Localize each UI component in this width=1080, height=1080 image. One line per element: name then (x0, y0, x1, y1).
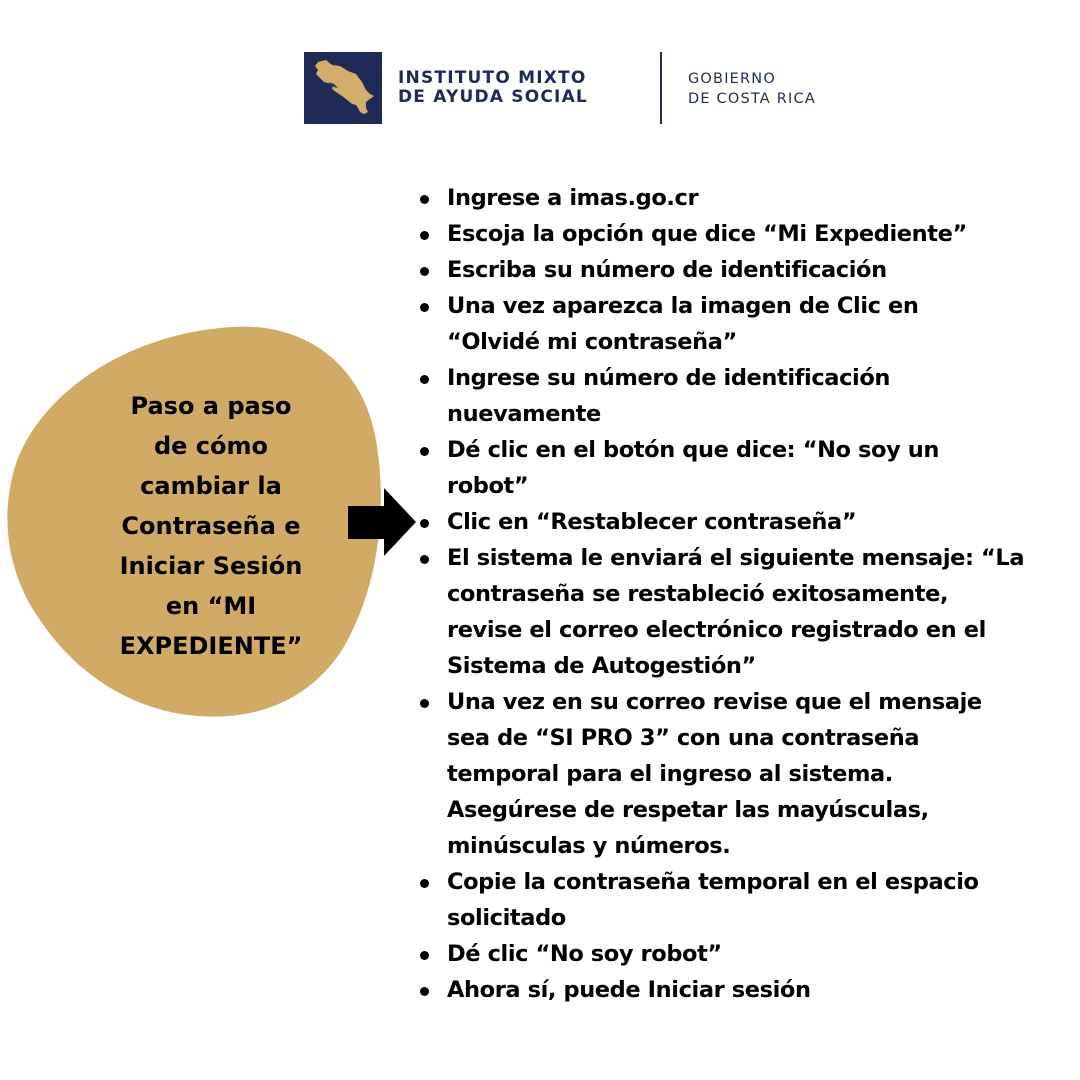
intro-title (96, 386, 326, 666)
step-text: solicitado (447, 905, 566, 931)
step-text: temporal para el ingreso al sistema. (447, 761, 893, 787)
gov-name-line-2: DE COSTA RICA (688, 91, 816, 107)
bullet-icon (420, 987, 429, 996)
bullet-icon (420, 267, 429, 276)
step-text: Una vez aparezca la imagen de Clic en (447, 293, 919, 319)
bullet-icon (420, 447, 429, 456)
step-text: robot” (447, 473, 529, 499)
step-item (418, 684, 1058, 864)
step-text: Ahora sí, puede Iniciar sesión (447, 977, 811, 1003)
step-item (418, 504, 1058, 540)
step-item (418, 216, 1058, 252)
step-item (418, 936, 1058, 972)
step-text: “Olvidé mi contraseña” (447, 329, 737, 355)
step-item (418, 180, 1058, 216)
org-name-line-1: INSTITUTO MIXTO (398, 68, 587, 88)
bullet-icon (420, 195, 429, 204)
costa-rica-map-icon (304, 52, 382, 124)
bullet-icon (420, 375, 429, 384)
step-item (418, 252, 1058, 288)
bullet-icon (420, 879, 429, 888)
intro-title-line: cambiar la (140, 472, 282, 500)
header-logo-bar (304, 52, 874, 124)
bullet-icon (420, 519, 429, 528)
step-text: Clic en “Restablecer contraseña” (447, 509, 857, 535)
step-text: minúsculas y números. (447, 833, 731, 859)
step-text: Copie la contraseña temporal en el espacio (447, 869, 979, 895)
bullet-icon (420, 231, 429, 240)
step-text: contraseña se restableció exitosamente, (447, 581, 949, 607)
bullet-icon (420, 951, 429, 960)
intro-title-line: Contraseña e (121, 512, 301, 540)
step-text: Una vez en su correo revise que el mensaje (447, 689, 982, 715)
intro-title-line: Iniciar Sesión (119, 552, 303, 580)
intro-title-line: en “MI (165, 592, 257, 620)
step-text: sea de “SI PRO 3” con una contraseña (447, 725, 920, 751)
step-item (418, 540, 1058, 684)
step-text: Ingrese a imas.go.cr (447, 185, 699, 211)
step-item (418, 288, 1058, 360)
step-item (418, 432, 1058, 504)
step-item (418, 972, 1058, 1008)
step-text: revise el correo electrónico registrado en el (447, 617, 986, 643)
step-text: Dé clic “No soy robot” (447, 941, 722, 967)
step-text: nuevamente (447, 401, 601, 427)
bullet-icon (420, 555, 429, 564)
arrow-right-icon (346, 486, 418, 558)
step-text: Asegúrese de respetar las mayúsculas, (447, 797, 929, 823)
step-item (418, 360, 1058, 432)
step-text: Dé clic en el botón que dice: “No soy un (447, 437, 940, 463)
step-text: Escoja la opción que dice “Mi Expediente” (447, 221, 967, 247)
org-name (398, 69, 588, 107)
header-divider (660, 52, 662, 124)
step-text: Escriba su número de identificación (447, 257, 887, 283)
step-text: El sistema le enviará el siguiente mensaje: “La (447, 545, 1025, 571)
step-item (418, 864, 1058, 936)
bullet-icon (420, 699, 429, 708)
steps-list (418, 180, 1058, 1008)
imas-logo (304, 52, 382, 124)
gov-name-line-1: GOBIERNO (688, 71, 776, 87)
government-name (688, 69, 816, 109)
step-text: Ingrese su número de identificación (447, 365, 891, 391)
step-text: Sistema de Autogestión” (447, 653, 756, 679)
intro-title-line: EXPEDIENTE” (119, 632, 303, 660)
bullet-icon (420, 303, 429, 312)
org-name-line-2: DE AYUDA SOCIAL (398, 87, 588, 107)
intro-title-line: de cómo (153, 432, 269, 460)
intro-title-line: Paso a paso (130, 392, 292, 420)
